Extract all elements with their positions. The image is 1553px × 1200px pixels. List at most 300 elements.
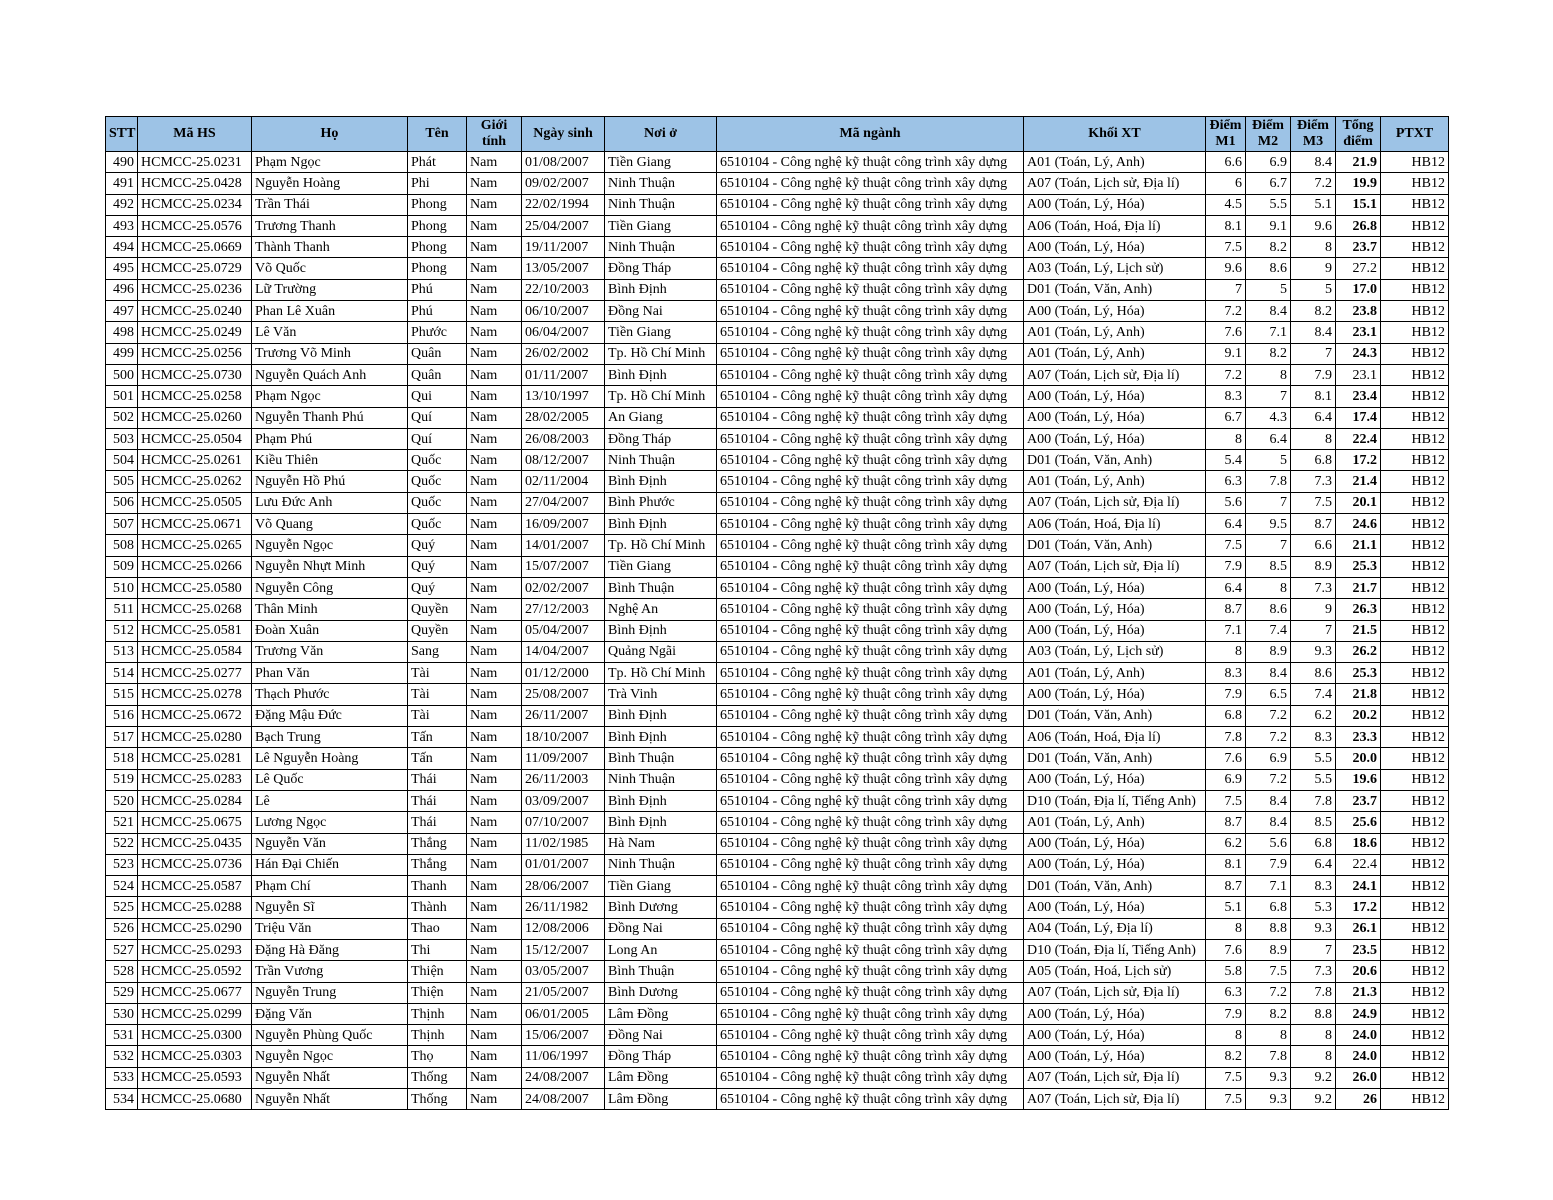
col-diem-m2-cell: 8.4	[1246, 790, 1291, 811]
col-tong-diem-cell: 21.5	[1336, 620, 1381, 641]
col-ptxt-cell: HB12	[1381, 854, 1449, 875]
col-ten-cell: Phong	[408, 194, 467, 215]
table-row	[106, 876, 1449, 897]
col-stt-cell: 533	[106, 1067, 138, 1088]
col-ma-hs-cell: HCMCC-25.0593	[138, 1067, 252, 1088]
col-ten-cell: Phước	[408, 322, 467, 343]
col-diem-m1-cell: 7.5	[1206, 790, 1246, 811]
col-stt-header: STT	[106, 117, 138, 152]
col-diem-m1-cell: 8	[1206, 918, 1246, 939]
col-tong-diem-cell: 20.6	[1336, 961, 1381, 982]
col-noi-o-cell: Tp. Hồ Chí Minh	[605, 535, 717, 556]
col-diem-m2-cell: 4.3	[1246, 407, 1291, 428]
col-diem-m3-cell: 9.6	[1291, 215, 1336, 236]
col-ptxt-cell: HB12	[1381, 663, 1449, 684]
col-diem-m1-cell: 6.6	[1206, 152, 1246, 173]
col-ten-cell: Quyền	[408, 620, 467, 641]
col-tong-diem-cell: 15.1	[1336, 194, 1381, 215]
col-diem-m3-cell: 7.4	[1291, 684, 1336, 705]
col-ngay-sinh-cell: 28/02/2005	[522, 407, 605, 428]
col-noi-o-cell: Bình Phước	[605, 492, 717, 513]
col-ptxt-cell: HB12	[1381, 450, 1449, 471]
col-ma-hs-cell: HCMCC-25.0581	[138, 620, 252, 641]
col-khoi-xt-cell: A00 (Toán, Lý, Hóa)	[1024, 897, 1206, 918]
col-ma-hs-cell: HCMCC-25.0587	[138, 876, 252, 897]
table-row	[106, 620, 1449, 641]
col-ma-hs-cell: HCMCC-25.0504	[138, 428, 252, 449]
col-gioi-tinh-cell: Nam	[467, 1046, 522, 1067]
col-khoi-xt-cell: A00 (Toán, Lý, Hóa)	[1024, 577, 1206, 598]
col-ngay-sinh-cell: 01/11/2007	[522, 364, 605, 385]
col-ten-cell: Phát	[408, 152, 467, 173]
col-ngay-sinh-cell: 19/11/2007	[522, 237, 605, 258]
col-ho-cell: Phạm Ngọc	[252, 386, 408, 407]
col-gioi-tinh-cell: Nam	[467, 705, 522, 726]
col-ho-cell: Thân Minh	[252, 599, 408, 620]
col-ngay-sinh-cell: 26/02/2002	[522, 343, 605, 364]
col-tong-diem-cell: 24.9	[1336, 1003, 1381, 1024]
col-khoi-xt-cell: A03 (Toán, Lý, Lịch sử)	[1024, 641, 1206, 662]
col-stt-cell: 509	[106, 556, 138, 577]
col-ten-cell: Quân	[408, 343, 467, 364]
col-diem-m1-cell: 7.2	[1206, 364, 1246, 385]
table-row	[106, 663, 1449, 684]
col-ngay-sinh-cell: 22/10/2003	[522, 279, 605, 300]
table-row	[106, 641, 1449, 662]
table-row	[106, 386, 1449, 407]
admission-sheet	[105, 116, 1448, 1110]
col-ptxt-cell: HB12	[1381, 237, 1449, 258]
col-stt-cell: 508	[106, 535, 138, 556]
col-stt-cell: 490	[106, 152, 138, 173]
col-gioi-tinh-cell: Nam	[467, 663, 522, 684]
table-row	[106, 1089, 1449, 1110]
col-noi-o-cell: Ninh Thuận	[605, 173, 717, 194]
col-tong-diem-cell: 24.3	[1336, 343, 1381, 364]
col-ho-cell: Lưu Đức Anh	[252, 492, 408, 513]
col-ma-hs-cell: HCMCC-25.0261	[138, 450, 252, 471]
col-tong-diem-cell: 21.9	[1336, 152, 1381, 173]
col-ten-cell: Quốc	[408, 514, 467, 535]
col-diem-m2-cell: 7.2	[1246, 769, 1291, 790]
col-ma-nganh-cell: 6510104 - Công nghệ kỹ thuật công trình xây dựng	[717, 982, 1024, 1003]
col-ngay-sinh-cell: 22/02/1994	[522, 194, 605, 215]
col-stt-cell: 494	[106, 237, 138, 258]
col-khoi-xt-cell: A00 (Toán, Lý, Hóa)	[1024, 428, 1206, 449]
table-row	[106, 322, 1449, 343]
col-noi-o-cell: Tp. Hồ Chí Minh	[605, 663, 717, 684]
col-ptxt-cell: HB12	[1381, 322, 1449, 343]
col-diem-m3-cell: 8.7	[1291, 514, 1336, 535]
col-ten-cell: Tài	[408, 663, 467, 684]
col-stt-cell: 532	[106, 1046, 138, 1067]
col-diem-m1-cell: 5.1	[1206, 897, 1246, 918]
col-ten-cell: Phú	[408, 301, 467, 322]
col-diem-m1-cell: 4.5	[1206, 194, 1246, 215]
col-noi-o-cell: Trà Vinh	[605, 684, 717, 705]
table-row	[106, 279, 1449, 300]
col-diem-m3-cell: 9.3	[1291, 641, 1336, 662]
col-ho-cell: Đoàn Xuân	[252, 620, 408, 641]
col-diem-m1-cell: 8.1	[1206, 215, 1246, 236]
col-khoi-xt-cell: A03 (Toán, Lý, Lịch sử)	[1024, 258, 1206, 279]
col-ma-nganh-cell: 6510104 - Công nghệ kỹ thuật công trình xây dựng	[717, 237, 1024, 258]
col-ptxt-cell: HB12	[1381, 258, 1449, 279]
col-diem-m2-cell: 7.8	[1246, 471, 1291, 492]
col-ngay-sinh-cell: 21/05/2007	[522, 982, 605, 1003]
col-noi-o-cell: Tiền Giang	[605, 215, 717, 236]
col-noi-o-cell: Ninh Thuận	[605, 769, 717, 790]
col-tong-diem-cell: 26.1	[1336, 918, 1381, 939]
col-diem-m1-cell: 7.6	[1206, 939, 1246, 960]
col-ngay-sinh-cell: 25/04/2007	[522, 215, 605, 236]
col-khoi-xt-cell: D01 (Toán, Văn, Anh)	[1024, 279, 1206, 300]
col-ma-nganh-cell: 6510104 - Công nghệ kỹ thuật công trình xây dựng	[717, 1067, 1024, 1088]
table-row	[106, 748, 1449, 769]
col-diem-m1-cell: 5.4	[1206, 450, 1246, 471]
col-diem-m3-cell: 6.4	[1291, 407, 1336, 428]
col-ptxt-cell: HB12	[1381, 279, 1449, 300]
col-diem-m1-cell: 9.6	[1206, 258, 1246, 279]
col-ngay-sinh-cell: 03/05/2007	[522, 961, 605, 982]
col-stt-cell: 501	[106, 386, 138, 407]
col-ho-cell: Nguyễn Ngọc	[252, 535, 408, 556]
col-gioi-tinh-cell: Nam	[467, 364, 522, 385]
col-diem-m2-cell: 7.4	[1246, 620, 1291, 641]
col-diem-m2-cell: 6.4	[1246, 428, 1291, 449]
col-diem-m2-cell: 6.9	[1246, 748, 1291, 769]
col-khoi-xt-cell: A00 (Toán, Lý, Hóa)	[1024, 1003, 1206, 1024]
table-row	[106, 939, 1449, 960]
col-diem-m3-cell: 8.2	[1291, 301, 1336, 322]
col-stt-cell: 512	[106, 620, 138, 641]
col-gioi-tinh-cell: Nam	[467, 620, 522, 641]
col-stt-cell: 527	[106, 939, 138, 960]
col-ho-cell: Triệu Văn	[252, 918, 408, 939]
col-ngay-sinh-cell: 07/10/2007	[522, 812, 605, 833]
col-khoi-xt-cell: A06 (Toán, Hoá, Địa lí)	[1024, 727, 1206, 748]
col-noi-o-cell: An Giang	[605, 407, 717, 428]
col-diem-m1-cell: 8.7	[1206, 599, 1246, 620]
col-ptxt-cell: HB12	[1381, 194, 1449, 215]
col-ten-cell: Thái	[408, 769, 467, 790]
col-ma-nganh-cell: 6510104 - Công nghệ kỹ thuật công trình xây dựng	[717, 492, 1024, 513]
col-ho-cell: Đặng Hà Đăng	[252, 939, 408, 960]
col-diem-m1-cell: 9.1	[1206, 343, 1246, 364]
col-ten-header: Tên	[408, 117, 467, 152]
col-gioi-tinh-cell: Nam	[467, 854, 522, 875]
col-ma-hs-cell: HCMCC-25.0505	[138, 492, 252, 513]
col-gioi-tinh-cell: Nam	[467, 1067, 522, 1088]
col-stt-cell: 528	[106, 961, 138, 982]
col-ma-hs-cell: HCMCC-25.0730	[138, 364, 252, 385]
col-ma-hs-cell: HCMCC-25.0268	[138, 599, 252, 620]
col-gioi-tinh-cell: Nam	[467, 322, 522, 343]
col-gioi-tinh-cell: Nam	[467, 258, 522, 279]
col-diem-m2-cell: 8	[1246, 364, 1291, 385]
col-khoi-xt-cell: A07 (Toán, Lịch sử, Địa lí)	[1024, 1089, 1206, 1110]
col-ho-cell: Lương Ngọc	[252, 812, 408, 833]
col-noi-o-cell: Tiền Giang	[605, 876, 717, 897]
col-tong-diem-cell: 21.3	[1336, 982, 1381, 1003]
col-khoi-xt-cell: A01 (Toán, Lý, Anh)	[1024, 343, 1206, 364]
col-khoi-xt-cell: A00 (Toán, Lý, Hóa)	[1024, 1025, 1206, 1046]
col-tong-diem-cell: 23.7	[1336, 237, 1381, 258]
col-ho-cell: Nguyễn Quách Anh	[252, 364, 408, 385]
col-stt-cell: 507	[106, 514, 138, 535]
col-ngay-sinh-cell: 16/09/2007	[522, 514, 605, 535]
col-ma-nganh-cell: 6510104 - Công nghệ kỹ thuật công trình xây dựng	[717, 918, 1024, 939]
col-ten-cell: Thịnh	[408, 1025, 467, 1046]
col-ho-cell: Trần Thái	[252, 194, 408, 215]
col-ten-cell: Quý	[408, 577, 467, 598]
col-diem-m1-cell: 8.2	[1206, 1046, 1246, 1067]
col-diem-m2-cell: 7.1	[1246, 876, 1291, 897]
col-diem-m3-cell: 7	[1291, 620, 1336, 641]
col-ptxt-cell: HB12	[1381, 407, 1449, 428]
col-khoi-xt-cell: D01 (Toán, Văn, Anh)	[1024, 450, 1206, 471]
col-ma-nganh-cell: 6510104 - Công nghệ kỹ thuật công trình xây dựng	[717, 556, 1024, 577]
col-gioi-tinh-cell: Nam	[467, 450, 522, 471]
col-stt-cell: 526	[106, 918, 138, 939]
col-ptxt-cell: HB12	[1381, 939, 1449, 960]
col-ten-cell: Thọ	[408, 1046, 467, 1067]
col-diem-m3-cell: 7.8	[1291, 790, 1336, 811]
col-ngay-sinh-cell: 01/12/2000	[522, 663, 605, 684]
table-row	[106, 471, 1449, 492]
col-ngay-sinh-cell: 01/08/2007	[522, 152, 605, 173]
col-ptxt-cell: HB12	[1381, 748, 1449, 769]
col-gioi-tinh-cell: Nam	[467, 386, 522, 407]
col-diem-m3-cell: 9.2	[1291, 1067, 1336, 1088]
col-ten-cell: Tài	[408, 684, 467, 705]
col-ma-hs-cell: HCMCC-25.0680	[138, 1089, 252, 1110]
col-ma-nganh-cell: 6510104 - Công nghệ kỹ thuật công trình xây dựng	[717, 812, 1024, 833]
col-gioi-tinh-cell: Nam	[467, 727, 522, 748]
col-ho-cell: Nguyễn Thanh Phú	[252, 407, 408, 428]
col-noi-o-cell: Tp. Hồ Chí Minh	[605, 386, 717, 407]
table-row	[106, 173, 1449, 194]
col-ho-cell: Phạm Phú	[252, 428, 408, 449]
col-gioi-tinh-cell: Nam	[467, 641, 522, 662]
col-gioi-tinh-cell: Nam	[467, 769, 522, 790]
col-tong-diem-cell: 24.0	[1336, 1046, 1381, 1067]
col-ma-nganh-cell: 6510104 - Công nghệ kỹ thuật công trình xây dựng	[717, 577, 1024, 598]
col-diem-m3-cell: 7	[1291, 939, 1336, 960]
col-stt-cell: 500	[106, 364, 138, 385]
col-tong-diem-cell: 17.4	[1336, 407, 1381, 428]
col-diem-m3-cell: 7.3	[1291, 961, 1336, 982]
col-stt-cell: 492	[106, 194, 138, 215]
col-diem-m3-cell: 8.6	[1291, 663, 1336, 684]
col-tong-diem-cell: 20.1	[1336, 492, 1381, 513]
col-gioi-tinh-cell: Nam	[467, 939, 522, 960]
col-ptxt-cell: HB12	[1381, 556, 1449, 577]
col-diem-m3-cell: 6.8	[1291, 450, 1336, 471]
table-row	[106, 364, 1449, 385]
col-tong-diem-cell: 25.3	[1336, 663, 1381, 684]
col-ma-hs-cell: HCMCC-25.0240	[138, 301, 252, 322]
col-tong-diem-cell: 22.4	[1336, 428, 1381, 449]
table-row	[106, 1003, 1449, 1024]
col-ngay-sinh-cell: 27/12/2003	[522, 599, 605, 620]
col-diem-m2-cell: 7	[1246, 492, 1291, 513]
col-tong-diem-cell: 23.5	[1336, 939, 1381, 960]
table-row	[106, 790, 1449, 811]
col-ptxt-cell: HB12	[1381, 343, 1449, 364]
col-khoi-xt-cell: A01 (Toán, Lý, Anh)	[1024, 471, 1206, 492]
col-ptxt-cell: HB12	[1381, 1067, 1449, 1088]
col-ho-cell: Võ Quang	[252, 514, 408, 535]
table-row	[106, 194, 1449, 215]
col-tong-diem-cell: 21.7	[1336, 577, 1381, 598]
col-ma-hs-cell: HCMCC-25.0231	[138, 152, 252, 173]
col-ho-cell: Nguyễn Nhựt Minh	[252, 556, 408, 577]
table-row	[106, 215, 1449, 236]
col-noi-o-header: Nơi ở	[605, 117, 717, 152]
col-ptxt-cell: HB12	[1381, 961, 1449, 982]
col-ptxt-cell: HB12	[1381, 918, 1449, 939]
table-row	[106, 599, 1449, 620]
col-ten-cell: Qui	[408, 386, 467, 407]
col-ngay-sinh-cell: 15/12/2007	[522, 939, 605, 960]
col-ho-cell: Lê Quốc	[252, 769, 408, 790]
col-ho-cell: Phan Văn	[252, 663, 408, 684]
col-khoi-xt-cell: A00 (Toán, Lý, Hóa)	[1024, 386, 1206, 407]
col-diem-m2-cell: 8.4	[1246, 301, 1291, 322]
col-diem-m2-cell: 6.5	[1246, 684, 1291, 705]
col-stt-cell: 518	[106, 748, 138, 769]
col-khoi-xt-cell: A00 (Toán, Lý, Hóa)	[1024, 833, 1206, 854]
col-ma-nganh-cell: 6510104 - Công nghệ kỹ thuật công trình xây dựng	[717, 876, 1024, 897]
col-diem-m1-cell: 7.1	[1206, 620, 1246, 641]
col-khoi-xt-cell: A07 (Toán, Lịch sử, Địa lí)	[1024, 1067, 1206, 1088]
col-ho-cell: Nguyễn Hoàng	[252, 173, 408, 194]
col-tong-diem-cell: 26.0	[1336, 1067, 1381, 1088]
col-ngay-sinh-cell: 26/11/2003	[522, 769, 605, 790]
col-noi-o-cell: Đồng Nai	[605, 1025, 717, 1046]
col-ten-cell: Phong	[408, 258, 467, 279]
col-ma-nganh-cell: 6510104 - Công nghệ kỹ thuật công trình xây dựng	[717, 1089, 1024, 1110]
col-khoi-xt-cell: D01 (Toán, Văn, Anh)	[1024, 705, 1206, 726]
col-ma-hs-cell: HCMCC-25.0671	[138, 514, 252, 535]
col-ngay-sinh-cell: 11/02/1985	[522, 833, 605, 854]
col-tong-diem-cell: 24.0	[1336, 1025, 1381, 1046]
col-diem-m3-cell: 7.2	[1291, 173, 1336, 194]
admission-table	[105, 116, 1449, 1110]
table-row	[106, 897, 1449, 918]
col-noi-o-cell: Long An	[605, 939, 717, 960]
col-noi-o-cell: Ninh Thuận	[605, 450, 717, 471]
col-ten-cell: Quân	[408, 364, 467, 385]
col-gioi-tinh-cell: Nam	[467, 1025, 522, 1046]
col-noi-o-cell: Bình Định	[605, 471, 717, 492]
col-diem-m1-cell: 7.8	[1206, 727, 1246, 748]
col-ngay-sinh-cell: 05/04/2007	[522, 620, 605, 641]
col-diem-m3-cell: 7.8	[1291, 982, 1336, 1003]
col-stt-cell: 515	[106, 684, 138, 705]
col-diem-m1-cell: 6.9	[1206, 769, 1246, 790]
col-diem-m1-cell: 7.9	[1206, 556, 1246, 577]
col-ma-nganh-cell: 6510104 - Công nghệ kỹ thuật công trình xây dựng	[717, 514, 1024, 535]
col-ten-cell: Tài	[408, 705, 467, 726]
col-ma-nganh-cell: 6510104 - Công nghệ kỹ thuật công trình xây dựng	[717, 599, 1024, 620]
col-ma-hs-cell: HCMCC-25.0303	[138, 1046, 252, 1067]
col-stt-cell: 511	[106, 599, 138, 620]
col-ptxt-cell: HB12	[1381, 812, 1449, 833]
col-ten-cell: Thái	[408, 812, 467, 833]
col-ptxt-cell: HB12	[1381, 173, 1449, 194]
col-diem-m3-cell: 8	[1291, 1025, 1336, 1046]
col-ngay-sinh-cell: 02/11/2004	[522, 471, 605, 492]
col-ptxt-cell: HB12	[1381, 727, 1449, 748]
col-gioi-tinh-cell: Nam	[467, 1089, 522, 1110]
col-diem-m2-cell: 8.4	[1246, 663, 1291, 684]
col-noi-o-cell: Bình Thuận	[605, 961, 717, 982]
col-stt-cell: 517	[106, 727, 138, 748]
table-row	[106, 428, 1449, 449]
col-stt-cell: 497	[106, 301, 138, 322]
col-diem-m3-cell: 6.8	[1291, 833, 1336, 854]
col-diem-m3-cell: 8	[1291, 237, 1336, 258]
col-gioi-tinh-cell: Nam	[467, 790, 522, 811]
col-stt-cell: 505	[106, 471, 138, 492]
col-ptxt-cell: HB12	[1381, 684, 1449, 705]
col-tong-diem-cell: 21.4	[1336, 471, 1381, 492]
col-diem-m2-cell: 6.8	[1246, 897, 1291, 918]
col-stt-cell: 513	[106, 641, 138, 662]
col-khoi-xt-cell: A00 (Toán, Lý, Hóa)	[1024, 599, 1206, 620]
col-diem-m1-cell: 7.2	[1206, 301, 1246, 322]
col-ma-hs-cell: HCMCC-25.0669	[138, 237, 252, 258]
col-stt-cell: 534	[106, 1089, 138, 1110]
col-noi-o-cell: Lâm Đồng	[605, 1089, 717, 1110]
col-diem-m2-cell: 8.4	[1246, 812, 1291, 833]
col-noi-o-cell: Đồng Tháp	[605, 258, 717, 279]
col-gioi-tinh-cell: Nam	[467, 535, 522, 556]
col-noi-o-cell: Ninh Thuận	[605, 854, 717, 875]
col-ptxt-cell: HB12	[1381, 641, 1449, 662]
col-noi-o-cell: Bình Thuận	[605, 577, 717, 598]
col-ho-cell: Lê Văn	[252, 322, 408, 343]
col-diem-m3-cell: 8.9	[1291, 556, 1336, 577]
col-stt-cell: 495	[106, 258, 138, 279]
col-tong-diem-cell: 22.4	[1336, 854, 1381, 875]
col-ten-cell: Thi	[408, 939, 467, 960]
col-ma-hs-cell: HCMCC-25.0677	[138, 982, 252, 1003]
table-row	[106, 577, 1449, 598]
col-ma-nganh-cell: 6510104 - Công nghệ kỹ thuật công trình xây dựng	[717, 748, 1024, 769]
col-ten-cell: Quí	[408, 407, 467, 428]
col-diem-m3-cell: 6.2	[1291, 705, 1336, 726]
col-ho-cell: Trương Thanh	[252, 215, 408, 236]
col-ten-cell: Phong	[408, 215, 467, 236]
col-diem-m3-cell: 9	[1291, 599, 1336, 620]
col-ngay-sinh-cell: 08/12/2007	[522, 450, 605, 471]
col-ptxt-cell: HB12	[1381, 833, 1449, 854]
col-ma-nganh-cell: 6510104 - Công nghệ kỹ thuật công trình xây dựng	[717, 343, 1024, 364]
col-khoi-xt-cell: A00 (Toán, Lý, Hóa)	[1024, 620, 1206, 641]
col-ho-header: Họ	[252, 117, 408, 152]
col-ten-cell: Thao	[408, 918, 467, 939]
table-row	[106, 450, 1449, 471]
col-ho-cell: Nguyễn Hồ Phú	[252, 471, 408, 492]
col-khoi-xt-cell: A06 (Toán, Hoá, Địa lí)	[1024, 215, 1206, 236]
col-diem-m1-cell: 6.3	[1206, 471, 1246, 492]
col-ten-cell: Thanh	[408, 876, 467, 897]
col-ngay-sinh-cell: 13/05/2007	[522, 258, 605, 279]
col-ten-cell: Thái	[408, 790, 467, 811]
